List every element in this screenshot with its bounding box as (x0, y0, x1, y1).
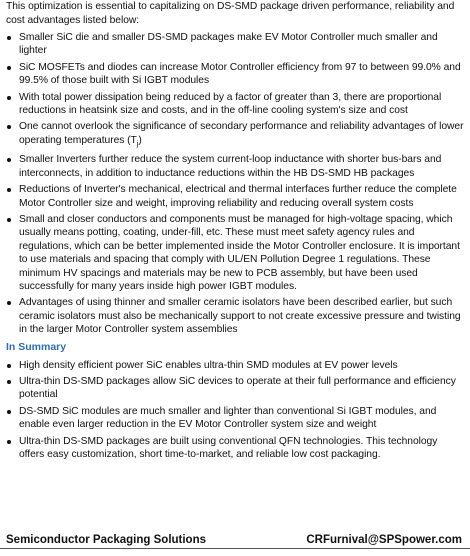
list-item: SiC MOSFETs and diodes can increase Motor Controller efficiency from 97 to between 99.0% and 99.5% of those built with Si IGBT modules (6, 61, 464, 88)
advantages-list (6, 31, 464, 337)
bullet-icon (7, 410, 11, 414)
summary-list (6, 359, 464, 462)
list-item: Smaller SiC die and smaller DS-SMD packages make EV Motor Controller much smaller and lighter (6, 31, 464, 58)
list-item: Ultra-thin DS-SMD packages allow SiC devices to operate at their full performance and efficiency potential (6, 375, 464, 402)
footer-email-link[interactable]: CRFurnival@SPSpower.com (306, 534, 462, 546)
list-item: High density efficient power SiC enables ultra-thin SMD modules at EV power levels (6, 359, 464, 372)
list-item: Ultra-thin DS-SMD packages are built using conventional QFN technologies. This technology offers easy customization, short time-to-market, and reliable low cost packaging. (6, 435, 464, 462)
footer-divider (0, 548, 470, 549)
bullet-icon (7, 125, 11, 129)
bullet-icon (7, 158, 11, 162)
bullet-icon (7, 218, 11, 222)
bullet-icon (7, 66, 11, 70)
list-item: Reductions of Inverter's mechanical, electrical and thermal interfaces further reduce the complete Motor Controller size and weight, improving reliability and reducing overall system costs (6, 183, 464, 210)
list-item: With total power dissipation being reduced by a factor of greater than 3, there are proportional reductions in heatsink size and costs, and in the off-line cooling system's size and cost (6, 91, 464, 118)
list-item: One cannot overlook the significance of secondary performance and reliability advantages of lower operating temperatures $(T_j)$ (6, 120, 464, 150)
bullet-icon (7, 380, 11, 384)
temperature-subscript: j (136, 138, 139, 148)
bullet-icon (7, 364, 11, 368)
list-item: DS-SMD SiC modules are much smaller and lighter than conventional Si IGBT modules, and enable even larger reduction in the EV Motor Controller system size and weight (6, 405, 464, 432)
bullet-icon (7, 96, 11, 100)
summary-heading: In Summary (6, 340, 67, 353)
list-item: Small and closer conductors and components must be managed for high-voltage spacing, which usually means potting, coating, under-fill, etc. These must meet safety agency rules and regulations, which can be better implemented inside the Motor Controller enclosure. It is important to use materials and spacing that comply with UL/EN Pollution Degree 1 regulations. These minimum HV spacings and materials may be new to PCB assembly, but have been used successfully for many years inside high power IGBT modules. (6, 213, 464, 293)
bullet-icon (7, 440, 11, 444)
bullet-icon (7, 301, 11, 305)
bullet-icon (7, 36, 11, 40)
list-item: Smaller Inverters further reduce the system current-loop inductance with shorter bus-bars and interconnects, in addition to inductance reductions within the HB DS-SMD HB packages (6, 153, 464, 180)
footer-company-name: Semiconductor Packaging Solutions (6, 534, 207, 546)
bullet-icon (7, 188, 11, 192)
intro-paragraph: This optimization is essential to capitalizing on DS-SMD package driven performance, reliability and cost advantages listed below: (6, 1, 455, 26)
list-item: Advantages of using thinner and smaller ceramic isolators have been described earlier, but such ceramic isolators must also be mechanically support to not create excessive pressure and twisting in the larger Motor Controller system assemblies (6, 296, 464, 336)
page-footer (6, 532, 464, 548)
